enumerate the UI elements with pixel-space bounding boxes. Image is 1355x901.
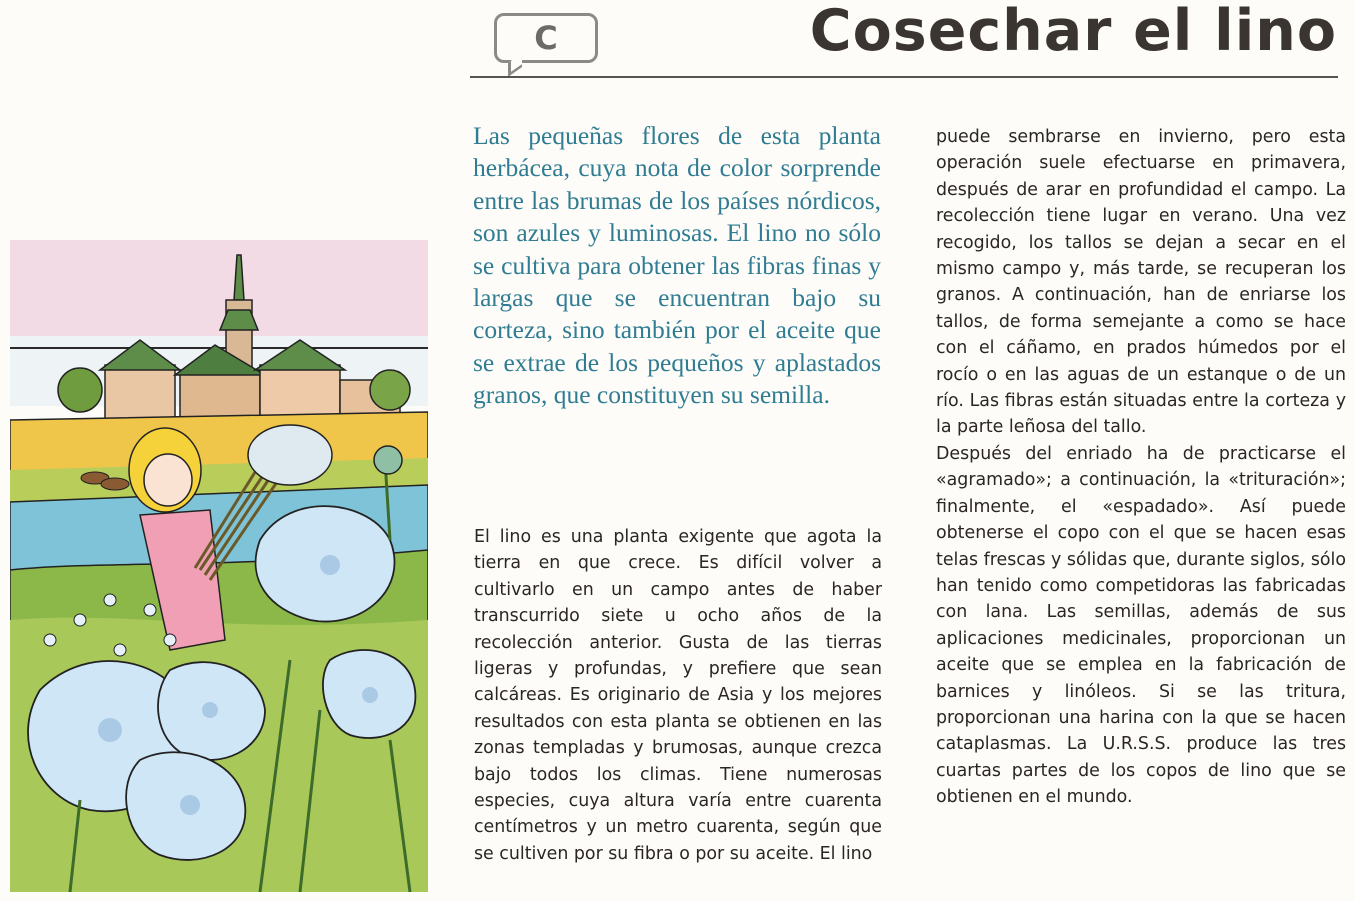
body-column-1 bbox=[474, 524, 882, 867]
section-letter: C bbox=[534, 19, 558, 57]
body-paragraph: Después del enriado ha de practicarse el «agramado»; a continuación, la «trituración»; finalmente, el «espadado». Así puede obtenerse el copo con el que se hacen esas telas frescas y sólidas que, durante siglos, sólo han tenido como competidoras las fabricadas con lana. Las semillas, además de sus aplicaciones medicinales, proporcionan un aceite que se emplea en la fabricación de barnices y linóleos. Si se las tritura, proporcionan una harina con la que se hacen cataplasmas. La U.R.S.S. produce las tres cuartas partes de los copos de lino que se obtienen en el mundo. bbox=[936, 443, 1346, 808]
section-letter-tab bbox=[494, 13, 598, 63]
body-column-2 bbox=[936, 124, 1346, 811]
page-title: Cosechar el lino bbox=[809, 0, 1337, 64]
header-divider bbox=[470, 76, 1338, 78]
body-paragraph: El lino es una planta exigente que agota la tierra en que crece. Es difícil volver a cultivarlo en un campo antes de haber transcurrido siete u ocho años de la recolección anterior. Gusta de las tierras ligeras y profundas, y prefiere que sean calcáreas. Es originario de Asia y los mejores resultados con esta planta se obtienen en las zonas templadas y brumosas, aunque crezca bajo todos los climas. Tiene numerosas especies, cuya altura varía entre cuarenta centímetros y un metro cuarenta, según que se cultiven por su fibra o por su aceite. El lino bbox=[474, 527, 882, 864]
girl-harvesting-flax-illustration bbox=[10, 240, 428, 892]
intro-paragraph: Las pequeñas flores de esta planta herbácea, cuya nota de color sorprende entre las brumas de los países nórdicos, son azules y luminosas. El lino no sólo se cultiva para obtener las fibras finas y largas que se encuentran bajo su corteza, sino también por el aceite que se extrae de los pequeños y aplastados granos, que constituyen su semilla. bbox=[473, 121, 881, 410]
body-paragraph: puede sembrarse en invierno, pero esta operación suele efectuarse en primavera, después de arar en profundidad el campo. La recolección tiene lugar en verano. Una vez recogido, los tallos se dejan a secar en el mismo campo y, más tarde, se recuperan los granos. A continuación, han de enriarse los tallos, de forma semejante a como se hace con el cáñamo, en prados húmedos por el rocío o en las aguas de un estanque o de un río. Las fibras están situadas entre la corteza y la parte leñosa del tallo. bbox=[936, 127, 1346, 438]
